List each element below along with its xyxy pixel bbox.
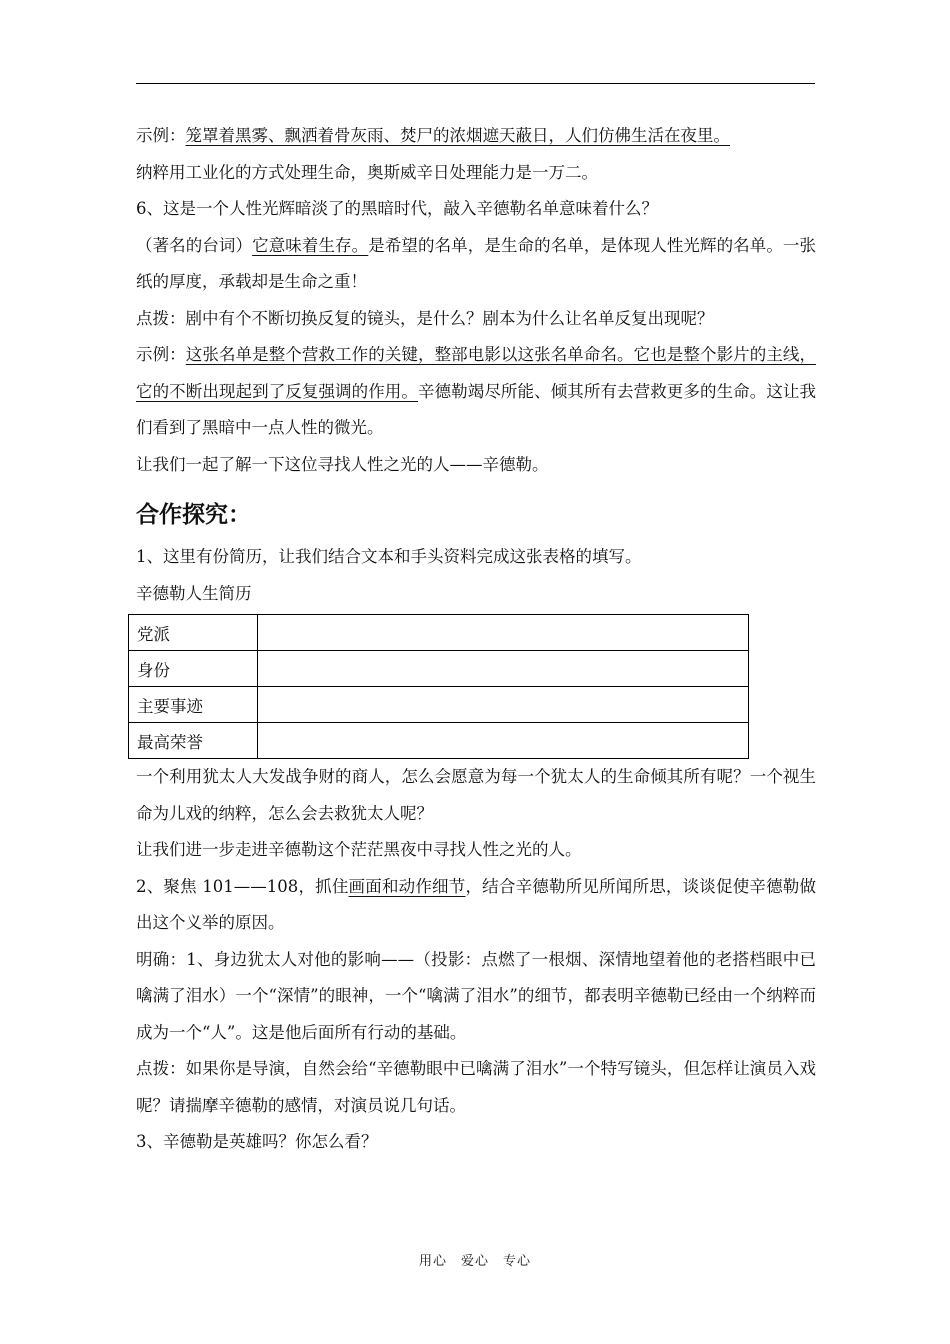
example-line bbox=[136, 118, 816, 155]
clarify-paragraph: 明确：1、身边犹太人对他的影响——（投影：点燃了一根烟、深情地望着他的老搭档眼中已噙满了泪水）一个“深情”的眼神，一个“噙满了泪水”的细节，都表明辛德勒已经由一个纳粹而成为一个“人”。这是他后面所有行动的基础。 bbox=[136, 949, 816, 1042]
table-cell-empty[interactable] bbox=[258, 687, 749, 723]
quote-paragraph bbox=[136, 228, 816, 301]
table-cell-empty[interactable] bbox=[258, 651, 749, 687]
underlined-example: 笼罩着黑雾、飘洒着骨灰雨、焚尸的浓烟遮天蔽日，人们仿佛生活在夜里。 bbox=[185, 126, 730, 145]
paragraph-line: 纳粹用工业化的方式处理生命，奥斯威辛日处理能力是一万二。 bbox=[136, 162, 598, 182]
example-prefix-2: 示例： bbox=[136, 345, 186, 364]
table-row bbox=[129, 615, 749, 651]
underlined-quote: 它意味着生存。 bbox=[252, 235, 369, 255]
underlined-example-2: 这张名单是整个营救工作的关键，整部电影以这张名单命名。它也是整个影片的主线，它的不断出现起到了反复强调的作用。 bbox=[136, 345, 817, 401]
underlined-focus: 画面和动作细节 bbox=[348, 876, 466, 896]
table-row bbox=[129, 723, 749, 759]
table-row bbox=[129, 651, 749, 687]
q2-prefix: 2、聚焦 101——108，抓住 bbox=[136, 876, 349, 896]
example-paragraph bbox=[136, 337, 816, 447]
table-cell-label: 党派 bbox=[129, 615, 258, 651]
question-3: 3、辛德勒是英雄吗？你怎么看？ bbox=[136, 1132, 378, 1151]
paragraph-line: 让我们进一步走进辛德勒这个茫茫黑夜中寻找人性之光的人。 bbox=[136, 840, 582, 859]
question-6: 6、这是一个人性光辉暗淡了的黑暗时代，敲入辛德勒名单意味着什么？ bbox=[136, 199, 658, 218]
header-rule bbox=[136, 83, 815, 84]
table-cell-label: 身份 bbox=[129, 651, 258, 687]
hint-paragraph: 点拨：如果你是导演，自然会给“辛德勒眼中已噙满了泪水”一个特写镜头，但怎样让演员入戏呢？请揣摩辛德勒的感情，对演员说几句话。 bbox=[136, 1059, 816, 1115]
quote-prefix: （著名的台词） bbox=[136, 235, 253, 255]
table-cell-label: 主要事迹 bbox=[129, 687, 258, 723]
question-1: 1、这里有份简历，让我们结合文本和手头资料完成这张表格的填写。 bbox=[136, 547, 642, 566]
example-prefix: 示例： bbox=[136, 126, 186, 145]
hint-line: 点拨：剧中有个不断切换反复的镜头，是什么？剧本为什么让名单反复出现呢？ bbox=[136, 308, 714, 328]
resume-table bbox=[128, 614, 749, 759]
paragraph-question: 一个利用犹太人大发战争财的商人，怎么会愿意为每一个犹太人的生命倾其所有呢？一个视生命为儿戏的纳粹，怎么会去救犹太人呢？ bbox=[136, 767, 816, 823]
table-row bbox=[129, 687, 749, 723]
table-cell-label: 最高荣誉 bbox=[129, 723, 258, 759]
table-cell-empty[interactable] bbox=[258, 723, 749, 759]
quote-rest: 是希望的名单，是生命的名单，是体现人性光辉的名单。一张纸的厚度，承载却是生命之重！ bbox=[136, 235, 817, 291]
q2-rest: ，结合辛德勒所见所闻所思，谈谈促使辛德勒做出这个义举的原因。 bbox=[136, 876, 817, 932]
question-2 bbox=[136, 869, 816, 942]
page-content bbox=[136, 118, 816, 1161]
example-rest: 辛德勒竭尽所能、倾其所有去营救更多的生命。这让我们看到了黑暗中一点人性的微光。 bbox=[136, 381, 817, 437]
page-footer: 用心 爱心 专心 bbox=[418, 1254, 531, 1269]
table-title: 辛德勒人生简历 bbox=[136, 583, 252, 603]
transition-line: 让我们一起了解一下这位寻找人性之光的人——辛德勒。 bbox=[136, 454, 549, 474]
section-heading: 合作探究： bbox=[136, 502, 251, 528]
table-cell-empty[interactable] bbox=[258, 615, 749, 651]
